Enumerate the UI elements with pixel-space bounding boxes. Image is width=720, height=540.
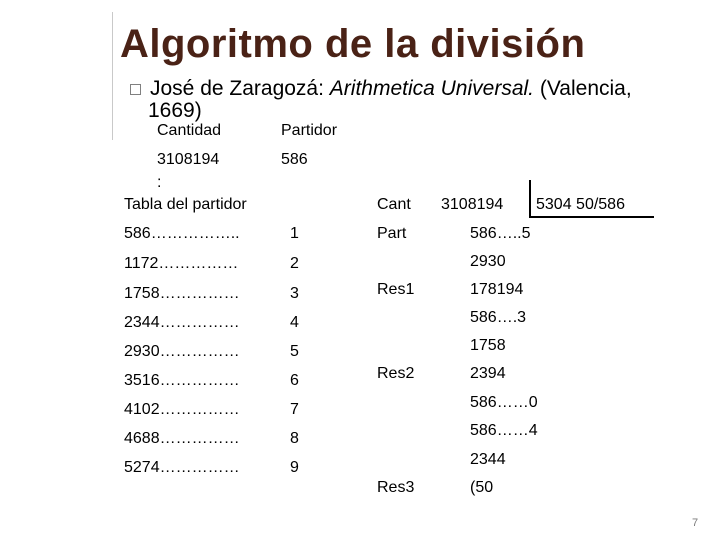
res1-value: 178194 (470, 281, 524, 298)
part-label: Part (377, 225, 407, 242)
bullet-line-1 (150, 78, 632, 100)
bullet-prefix: José de Zaragozá: (150, 77, 330, 100)
table-digit: 7 (290, 401, 299, 418)
step-value: 1758 (470, 337, 506, 354)
table-product: 1172…………… (124, 255, 239, 272)
table-digit: 4 (290, 314, 299, 331)
table-product: 4102…………… (124, 401, 240, 418)
decorative-rule (112, 12, 113, 140)
step-value: 2930 (470, 253, 506, 270)
table-title: Tabla del partidor (124, 196, 247, 213)
res2-label: Res2 (377, 365, 415, 382)
table-product: 5274…………… (124, 459, 240, 476)
division-result: 5304 50/586 (536, 196, 625, 213)
division-bracket-vertical (529, 180, 531, 218)
step-value: 586….3 (470, 309, 527, 326)
table-product: 2344…………… (124, 314, 240, 331)
res3-value: (50 (470, 479, 494, 496)
res2-value: 2394 (470, 365, 506, 382)
cantidad-label: Cantidad (157, 122, 222, 139)
bullet-square-icon (130, 84, 141, 95)
table-digit: 6 (290, 372, 299, 389)
step-value: 2344 (470, 451, 506, 468)
cant-label: Cant (377, 196, 411, 213)
bullet-line-2: 1669) (148, 99, 202, 122)
table-product: 586…………….. (124, 225, 240, 242)
cantidad-value: 3108194 (157, 151, 220, 168)
table-digit: 2 (290, 255, 299, 272)
step-value: 586……0 (470, 394, 538, 411)
table-digit: 9 (290, 459, 299, 476)
cant-value: 3108194 (441, 196, 504, 213)
bullet-book-title: Arithmetica Universal. (329, 77, 535, 100)
partidor-label: Partidor (281, 122, 338, 139)
table-product: 2930…………… (124, 343, 240, 360)
table-product: 3516…………… (124, 372, 240, 389)
slide-title: Algoritmo de la división (120, 22, 586, 66)
res3-label: Res3 (377, 479, 415, 496)
table-digit: 8 (290, 430, 299, 447)
table-product: 4688…………… (124, 430, 240, 447)
step-value: 586……4 (470, 422, 538, 439)
table-digit: 3 (290, 285, 299, 302)
table-digit: 5 (290, 343, 299, 360)
part-value: 586…..5 (470, 225, 531, 242)
table-product: 1758…………… (124, 285, 240, 302)
table-digit: 1 (290, 225, 299, 242)
partidor-value: 586 (281, 151, 308, 168)
colon-mark: : (157, 174, 162, 191)
bullet-suffix: (Valencia, (534, 77, 632, 100)
division-bracket-horizontal (529, 216, 654, 218)
res1-label: Res1 (377, 281, 415, 298)
page-number: 7 (692, 517, 699, 529)
